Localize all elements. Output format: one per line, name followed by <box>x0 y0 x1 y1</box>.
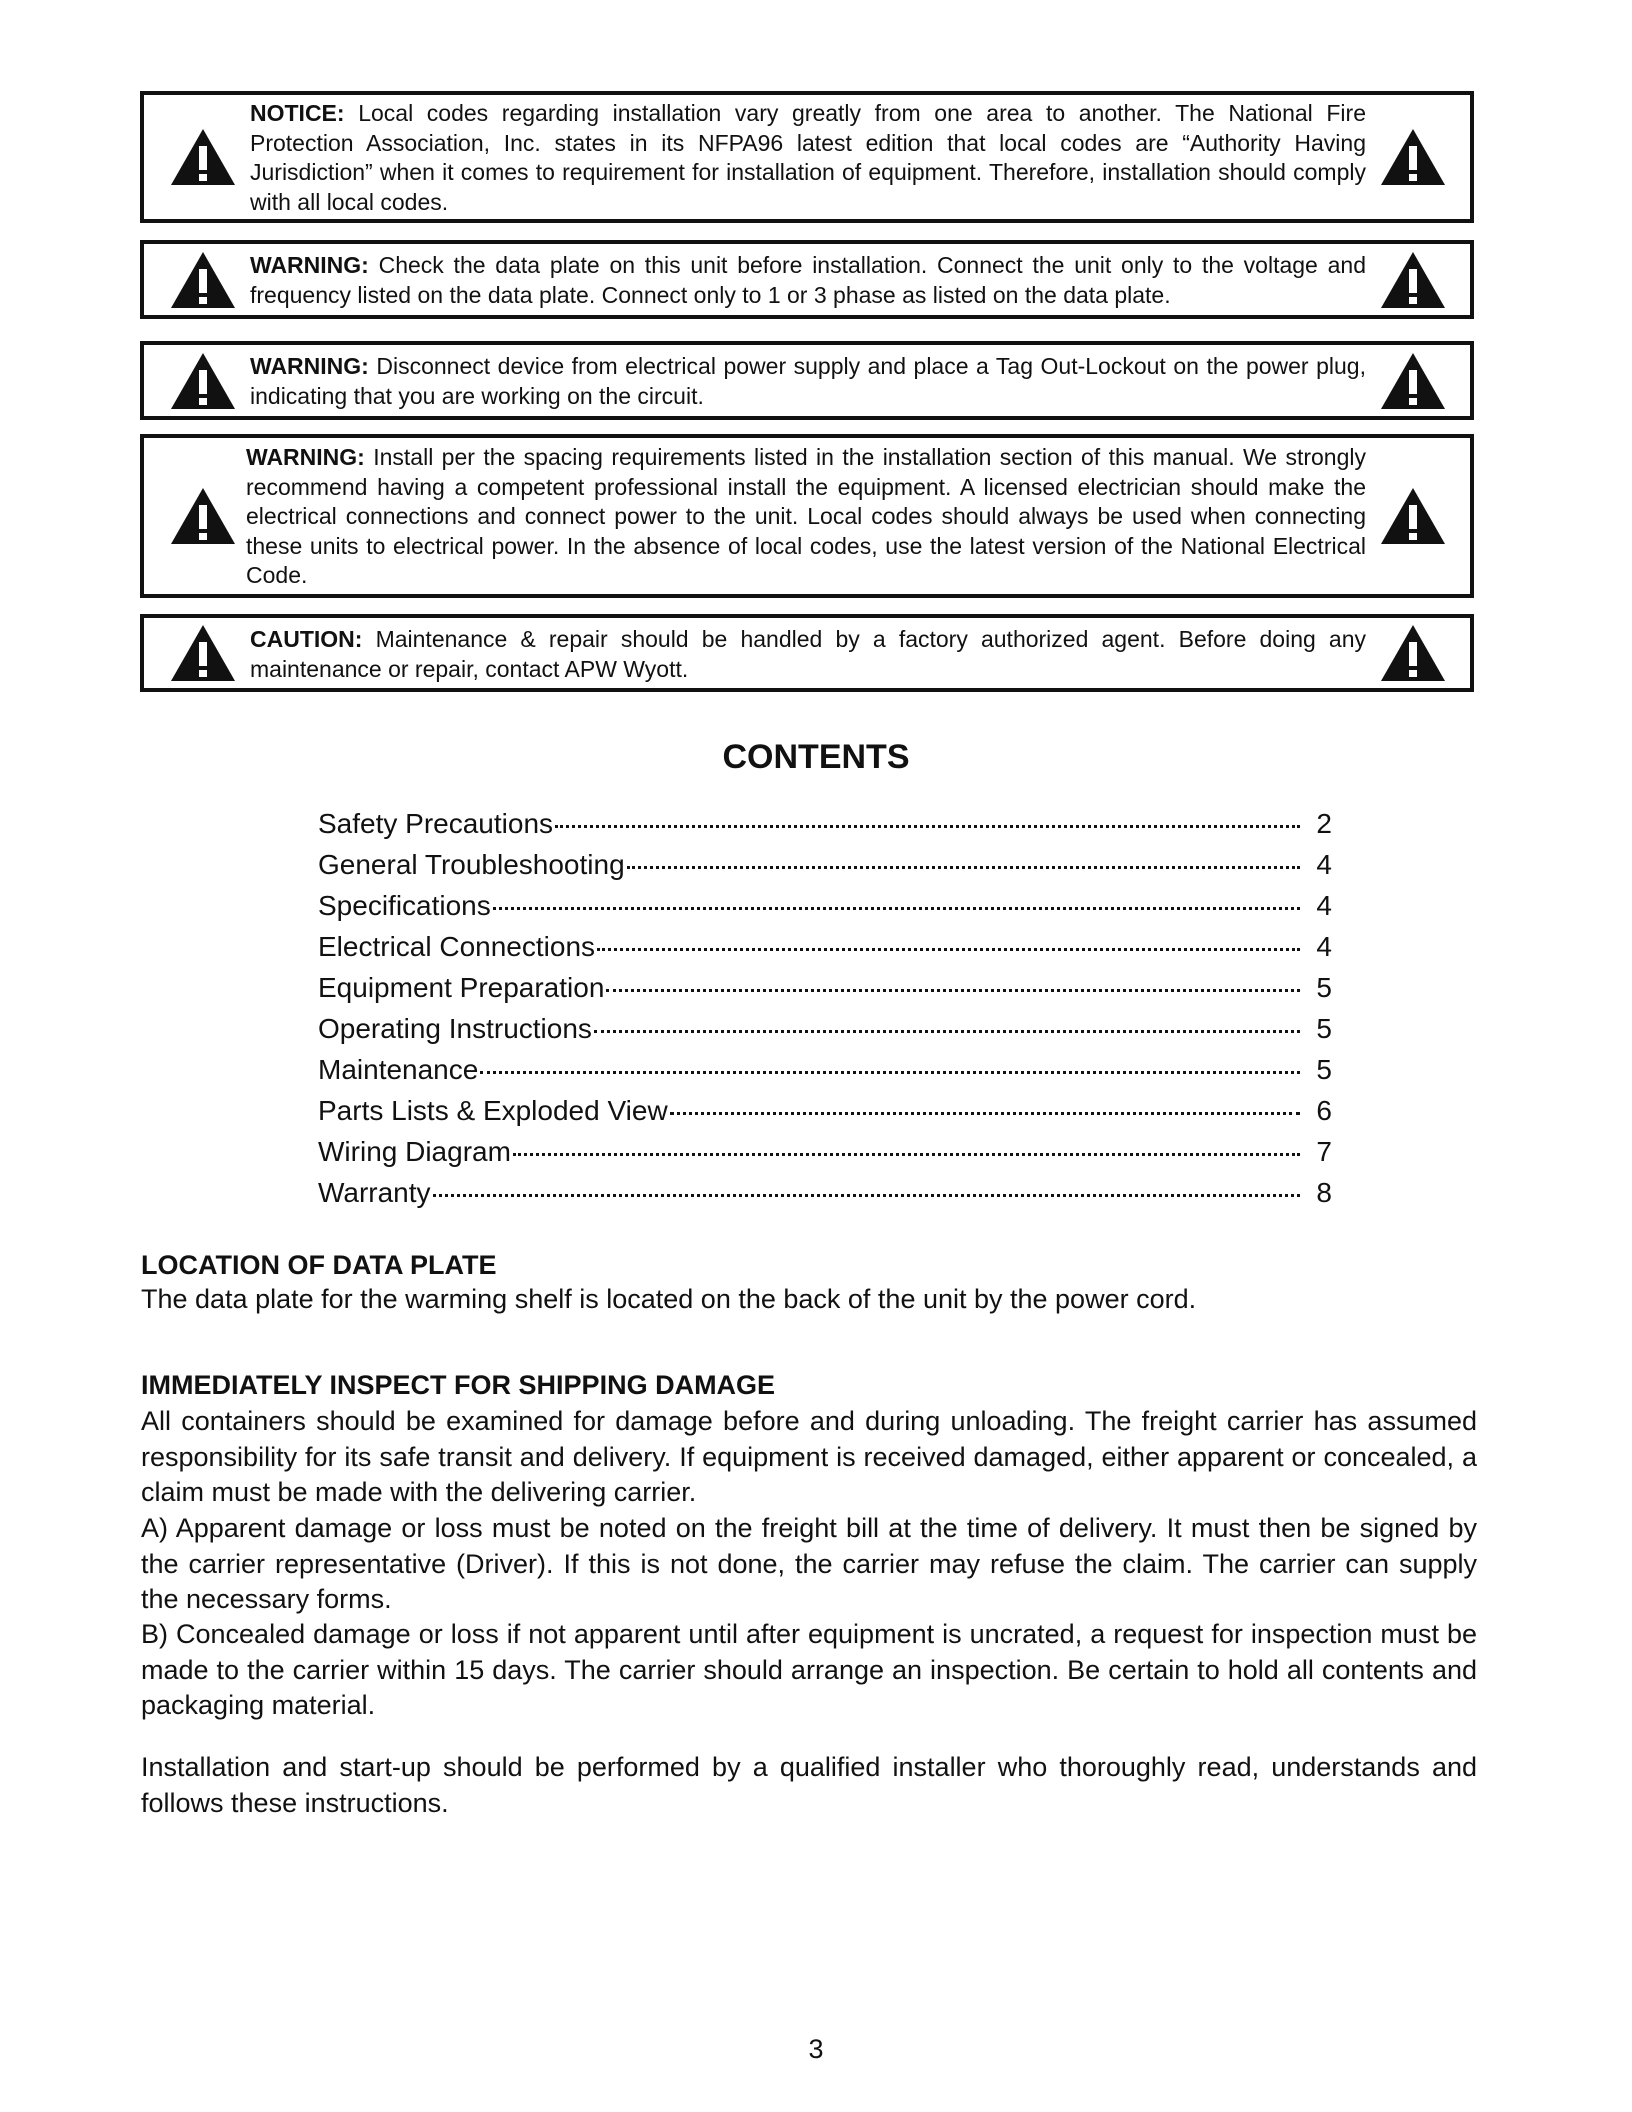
toc-entry-page: 5 <box>1316 1054 1332 1085</box>
data-plate-text: The data plate for the warming shelf is located on the back of the unit by the power cord. <box>141 1284 1197 1314</box>
warning-box-voltage <box>140 240 1474 319</box>
toc-entry[interactable] <box>318 849 1332 890</box>
toc-leader <box>433 1194 1300 1197</box>
warning-triangle-icon <box>1380 128 1446 186</box>
contents-title: CONTENTS <box>722 738 910 776</box>
toc-leader <box>670 1112 1300 1115</box>
toc-entry[interactable] <box>318 1136 1332 1177</box>
toc-leader <box>555 825 1300 828</box>
toc-entry-page: 7 <box>1316 1136 1332 1167</box>
warning-box-spacing <box>140 434 1474 598</box>
toc-entry[interactable] <box>318 808 1332 849</box>
toc-leader <box>480 1071 1300 1074</box>
toc-leader <box>493 907 1300 910</box>
toc-entry-title: Parts Lists & Exploded View <box>318 1095 668 1126</box>
toc-entry[interactable] <box>318 931 1332 972</box>
toc-leader <box>606 989 1300 992</box>
warning-triangle-icon <box>170 128 236 186</box>
warning-triangle-icon <box>170 251 236 309</box>
toc-entry-title: Equipment Preparation <box>318 972 605 1003</box>
toc-entry-title: Safety Precautions <box>318 808 554 839</box>
warning-text: WARNING: Check the data plate on this unit before installation. Connect the unit only to the voltage and frequency listed on the data plate. Connect only to 1 or 3 phase as listed on the data plate. <box>250 252 1366 308</box>
toc-entry-page: 4 <box>1316 849 1332 880</box>
shipping-damage-paragraph: All containers should be examined for damage before and during unloading. The freight carrier has assumed responsibility for its safe transit and delivery. If equipment is received damaged, either apparent or concealed, a claim must be made with the delivering carrier. <box>141 1406 1477 1507</box>
toc-entry-page: 8 <box>1316 1177 1332 1208</box>
shipping-damage-heading: IMMEDIATELY INSPECT FOR SHIPPING DAMAGE <box>141 1370 776 1400</box>
toc-entry[interactable] <box>318 1177 1332 1218</box>
toc-entry[interactable] <box>318 1095 1332 1136</box>
warning-box-disconnect <box>140 341 1474 420</box>
installation-note: Installation and start-up should be performed by a qualified installer who thoroughly read, understands and follows these instructions. <box>141 1752 1477 1818</box>
table-of-contents <box>318 808 1332 1218</box>
toc-entry-title: Electrical Connections <box>318 931 596 962</box>
toc-entry-page: 5 <box>1316 1013 1332 1044</box>
toc-leader <box>627 866 1300 869</box>
notice-text: NOTICE: Local codes regarding installation vary greatly from one area to another. The National Fire Protection Association, Inc. states in its NFPA96 latest edition that local codes are “Authority Having Jurisdiction” when it comes to requirement for installation of equipment. Therefore, installation should comply with all local codes. <box>250 100 1366 215</box>
caution-text: CAUTION: Maintenance & repair should be handled by a factory authorized agent. Before doing any maintenance or repair, contact APW Wyott. <box>250 626 1366 682</box>
toc-entry-title: Wiring Diagram <box>318 1136 511 1167</box>
warning-triangle-icon <box>170 352 236 410</box>
toc-leader <box>513 1153 1300 1156</box>
toc-entry-title: Maintenance <box>318 1054 479 1085</box>
toc-entry[interactable] <box>318 1054 1332 1095</box>
toc-leader <box>597 948 1300 951</box>
toc-entry[interactable] <box>318 1013 1332 1054</box>
caution-box <box>140 614 1474 692</box>
concealed-damage-paragraph: B) Concealed damage or loss if not apparent until after equipment is uncrated, a request for inspection must be made to the carrier within 15 days. The carrier should arrange an inspection. Be certain to hold all contents and packaging material. <box>141 1619 1477 1720</box>
toc-entry-page: 2 <box>1316 808 1332 839</box>
warning-triangle-icon <box>1380 251 1446 309</box>
warning-triangle-icon <box>170 624 236 682</box>
toc-entry-title: General Troubleshooting <box>318 849 625 880</box>
apparent-damage-paragraph: A) Apparent damage or loss must be noted on the freight bill at the time of delivery. It must then be signed by the carrier representative (Driver). If this is not done, the carrier may refuse the claim. The carrier can supply the necessary forms. <box>141 1513 1477 1614</box>
toc-entry-title: Warranty <box>318 1177 431 1208</box>
toc-entry[interactable] <box>318 972 1332 1013</box>
toc-entry-page: 6 <box>1316 1095 1332 1126</box>
toc-entry[interactable] <box>318 890 1332 931</box>
toc-entry-title: Operating Instructions <box>318 1013 592 1044</box>
toc-leader <box>594 1030 1300 1033</box>
data-plate-heading: LOCATION OF DATA PLATE <box>141 1250 497 1280</box>
toc-entry-title: Specifications <box>318 890 491 921</box>
toc-entry-page: 5 <box>1316 972 1332 1003</box>
toc-entry-page: 4 <box>1316 890 1332 921</box>
warning-text: WARNING: Disconnect device from electrical power supply and place a Tag Out-Lockout on the power plug, indicating that you are working on the circuit. <box>250 353 1366 409</box>
warning-triangle-icon <box>1380 487 1446 545</box>
warning-triangle-icon <box>170 487 236 545</box>
page-number: 3 <box>808 2034 824 2064</box>
toc-entry-page: 4 <box>1316 931 1332 962</box>
warning-triangle-icon <box>1380 352 1446 410</box>
warning-text: WARNING: Install per the spacing requirements listed in the installation section of this manual. We strongly recommend having a competent professional install the equipment. A licensed electrician should make the electrical connections and connect power to the unit. Local codes should always be used when connecting these units to electrical power. In the absence of local codes, use the latest version of the National Electrical Code. <box>246 444 1366 588</box>
notice-box <box>140 91 1474 223</box>
warning-triangle-icon <box>1380 624 1446 682</box>
